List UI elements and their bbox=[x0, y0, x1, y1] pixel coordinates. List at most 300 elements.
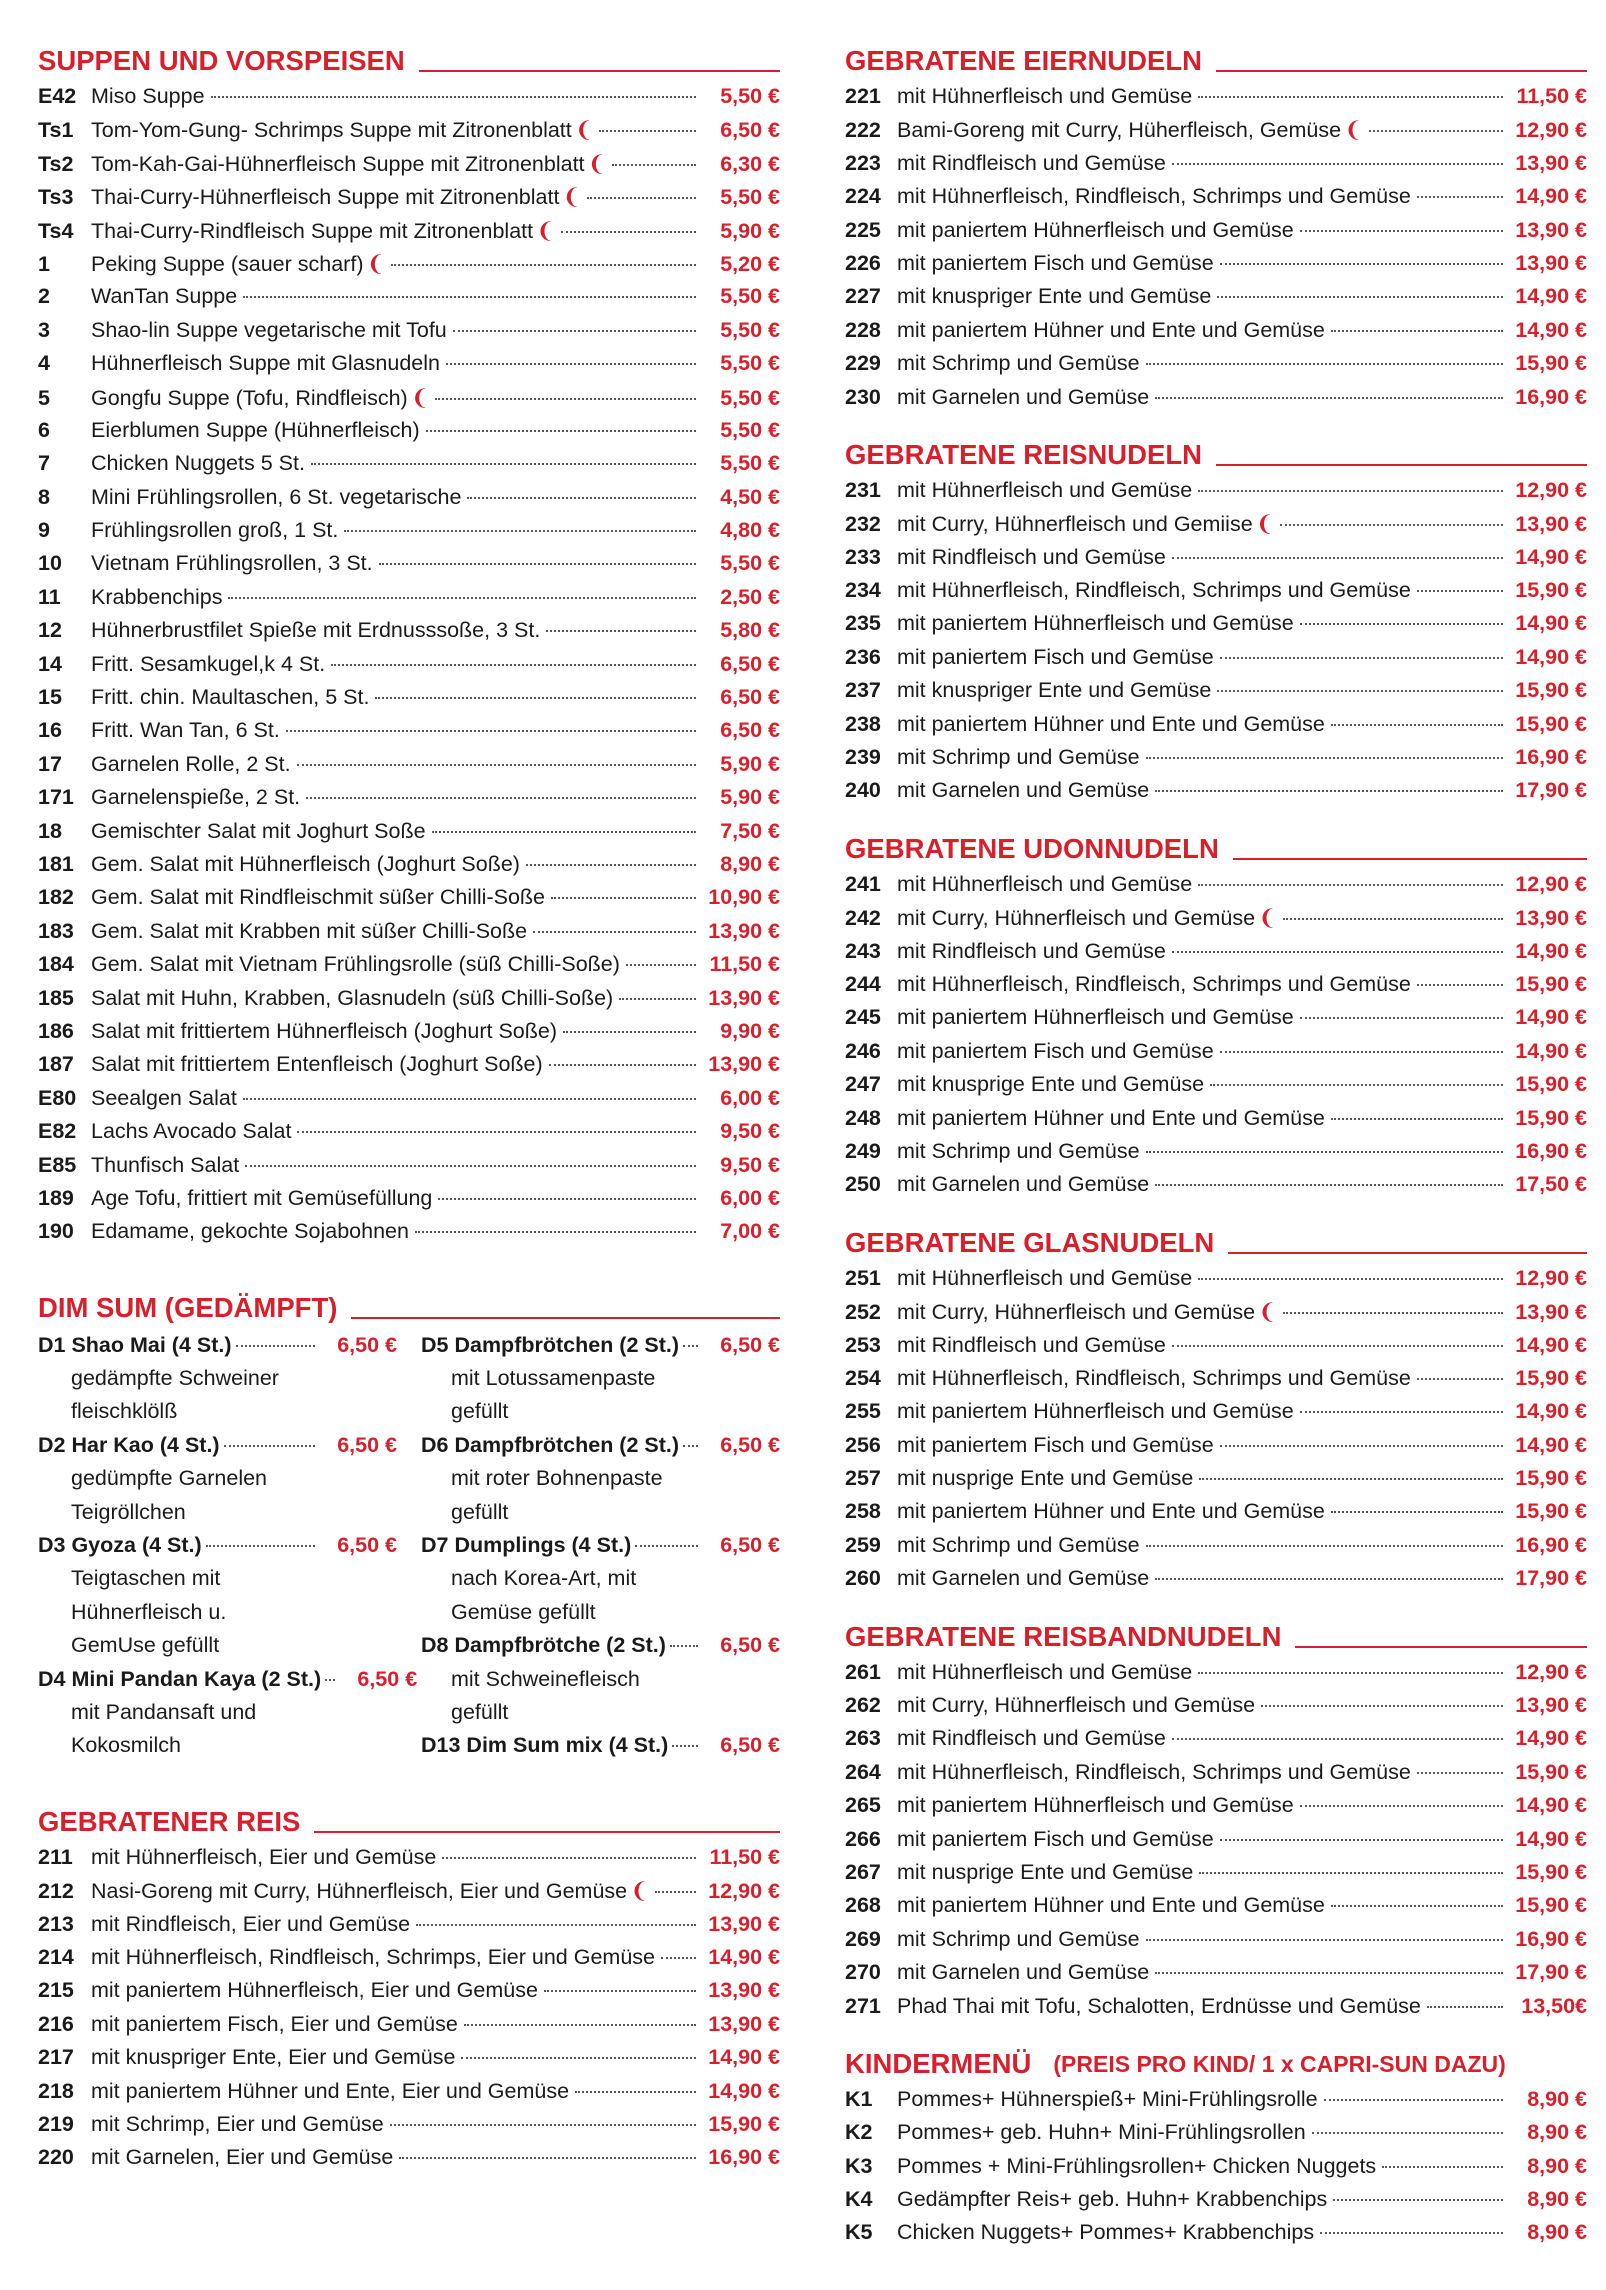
item-code: 184 bbox=[38, 952, 74, 977]
item-name bbox=[91, 547, 373, 580]
item-name-text: mit Hühnerfleisch, Rindfleisch, Schrimps und Gemüse bbox=[897, 1365, 1411, 1390]
item-name-text: mit Hühnerfleisch, Rindfleisch, Schrimps und Gemüse bbox=[897, 184, 1411, 209]
item-name bbox=[91, 714, 280, 747]
item-name bbox=[91, 180, 581, 214]
leader-dots bbox=[1320, 2232, 1503, 2234]
item-price: 13,90 € bbox=[1515, 250, 1587, 275]
leader-dots bbox=[1172, 163, 1503, 165]
section-title-text: KINDERMENÜ bbox=[845, 2047, 1032, 2079]
item-code: 171 bbox=[38, 785, 74, 810]
leader-dots bbox=[1155, 790, 1503, 792]
item-code: 266 bbox=[845, 1826, 881, 1851]
leader-dots bbox=[453, 330, 696, 332]
menu-item bbox=[845, 1889, 1587, 1922]
menu-item bbox=[845, 1135, 1587, 1168]
item-code: 265 bbox=[845, 1793, 881, 1818]
leader-dots bbox=[1146, 1545, 1503, 1547]
leader-dots bbox=[563, 1031, 696, 1033]
item-code: 229 bbox=[845, 351, 881, 376]
item-code: 222 bbox=[845, 118, 881, 143]
leader-dots bbox=[599, 130, 696, 132]
leader-dots bbox=[1369, 130, 1503, 132]
item-name-text: Gem. Salat mit Krabben mit süßer Chilli-Soße bbox=[91, 918, 528, 943]
item-description: Hühnerfleisch u. bbox=[71, 1599, 227, 1624]
item-code: 242 bbox=[845, 906, 881, 931]
item-code: 227 bbox=[845, 284, 881, 309]
menu-item bbox=[845, 1395, 1587, 1428]
item-price: 13,90 € bbox=[708, 1978, 780, 2003]
section-title-text: GEBRATENER REIS bbox=[38, 1805, 301, 1837]
menu-item bbox=[845, 1429, 1587, 1462]
item-price: 6,50 € bbox=[720, 718, 780, 743]
item-price: 5,20 € bbox=[720, 251, 780, 276]
item-name-text: mit Schrimp und Gemüse bbox=[897, 745, 1140, 770]
item-name-text: mit paniertem Fisch und Gemüse bbox=[897, 1432, 1214, 1457]
item-code: 218 bbox=[38, 2078, 74, 2103]
leader-dots bbox=[612, 164, 696, 166]
menu-item bbox=[845, 1495, 1587, 1528]
menu-item bbox=[38, 2075, 780, 2108]
dimsum-column-left bbox=[38, 1329, 418, 1763]
item-price: 14,90 € bbox=[1515, 284, 1587, 309]
item-code: 259 bbox=[845, 1532, 881, 1557]
dimsum-item-header bbox=[421, 1329, 780, 1362]
item-price: 15,90 € bbox=[1515, 1759, 1587, 1784]
item-name bbox=[91, 2108, 384, 2141]
item-price: 13,90 € bbox=[1515, 512, 1587, 537]
leader-dots bbox=[379, 563, 696, 565]
item-code: 182 bbox=[38, 885, 74, 910]
chili-icon: ❨ bbox=[574, 117, 594, 143]
item-code: 233 bbox=[845, 544, 881, 569]
item-name bbox=[897, 247, 1214, 280]
item-name-text: mit Garnelen und Gemüse bbox=[897, 778, 1150, 803]
section-title bbox=[845, 2043, 1587, 2081]
leader-dots bbox=[1210, 1084, 1503, 1086]
item-name-text: mit Hühnerfleisch, Eier und Gemüse bbox=[91, 1844, 437, 1869]
menu-item bbox=[845, 1756, 1587, 1789]
leader-dots bbox=[286, 730, 696, 732]
item-name bbox=[897, 1362, 1411, 1395]
item-name-text: mit paniertem Hühner und Ente, Eier und Gemüse bbox=[91, 2078, 570, 2103]
menu-item bbox=[845, 641, 1587, 674]
leader-dots bbox=[1300, 230, 1503, 232]
item-name bbox=[897, 214, 1294, 247]
item-code: 190 bbox=[38, 1219, 74, 1244]
menu-item bbox=[845, 935, 1587, 968]
item-name-text: mit knuspriger Ente, Eier und Gemüse bbox=[91, 2045, 456, 2070]
item-code: 234 bbox=[845, 578, 881, 603]
item-name-text: mit Curry, Hühnerfleisch und Gemüse bbox=[897, 906, 1256, 931]
item-price: 14,90 € bbox=[1515, 317, 1587, 342]
leader-dots bbox=[1382, 2166, 1503, 2168]
item-name-text: mit paniertem Fisch und Gemüse bbox=[897, 644, 1214, 669]
leader-dots bbox=[635, 1545, 698, 1547]
item-code: 216 bbox=[38, 2011, 74, 2036]
leader-dots bbox=[399, 2157, 696, 2159]
item-name-text: mit paniertem Hühner und Ente und Gemüse bbox=[897, 1105, 1325, 1130]
menu-item bbox=[845, 1956, 1587, 1989]
item-price: 5,50 € bbox=[720, 84, 780, 108]
menu-item bbox=[38, 614, 780, 647]
item-name bbox=[91, 481, 461, 514]
item-name-text: Garnelen Rolle, 2 St. bbox=[91, 751, 291, 776]
item-name bbox=[897, 1689, 1255, 1722]
menu-item bbox=[845, 541, 1587, 574]
item-price: 15,90 € bbox=[1515, 678, 1587, 703]
item-name-text: mit Hühnerfleisch und Gemüse bbox=[897, 1265, 1193, 1290]
item-price: 15,90 € bbox=[1515, 1893, 1587, 1918]
leader-dots bbox=[1300, 1805, 1503, 1807]
item-name bbox=[897, 1462, 1193, 1495]
item-code: 5 bbox=[38, 385, 50, 410]
item-price: 6,50 € bbox=[720, 1332, 780, 1357]
item-name-text: Salat mit frittiertem Hühnerfleisch (Joghurt Soße) bbox=[91, 1018, 557, 1043]
item-price: 14,90 € bbox=[1515, 1432, 1587, 1457]
menu-item bbox=[38, 2141, 780, 2174]
menu-item bbox=[38, 1974, 780, 2007]
leader-dots bbox=[297, 764, 696, 766]
item-price: 6,30 € bbox=[720, 151, 780, 176]
leader-dots bbox=[236, 1345, 315, 1347]
item-name bbox=[897, 574, 1411, 607]
menu-item bbox=[38, 881, 780, 914]
menu-item bbox=[845, 474, 1587, 507]
leader-dots bbox=[1220, 263, 1503, 265]
item-name-text: Chicken Nuggets+ Pommes+ Krabbenchips bbox=[897, 2220, 1315, 2245]
item-code: 263 bbox=[845, 1726, 881, 1751]
item-name bbox=[897, 868, 1192, 901]
menu-item bbox=[38, 447, 780, 480]
menu-item bbox=[845, 2083, 1587, 2116]
item-price: 13,90 € bbox=[708, 918, 780, 943]
menu-item bbox=[38, 1115, 780, 1148]
menu-item bbox=[38, 2041, 780, 2074]
menu-item bbox=[845, 1168, 1587, 1201]
item-code: 241 bbox=[845, 871, 881, 896]
item-price: 6,50 € bbox=[720, 1633, 780, 1658]
item-code: 181 bbox=[38, 851, 74, 876]
item-name bbox=[91, 982, 613, 1015]
leader-dots bbox=[1146, 1939, 1503, 1941]
menu-item bbox=[845, 314, 1587, 347]
leader-dots bbox=[426, 430, 696, 432]
leader-dots bbox=[1172, 557, 1503, 559]
leader-dots bbox=[1331, 724, 1503, 726]
item-name bbox=[897, 381, 1149, 414]
item-price: 12,90 € bbox=[1515, 477, 1587, 502]
chili-icon: ❨ bbox=[1255, 511, 1275, 537]
menu-item bbox=[845, 1102, 1587, 1135]
item-price: 11,50 € bbox=[709, 952, 780, 977]
item-name bbox=[897, 674, 1211, 707]
item-code: K5 bbox=[845, 2220, 873, 2245]
item-name bbox=[91, 1908, 410, 1941]
item-name bbox=[897, 1395, 1294, 1428]
item-name-text: mit Rindfleisch und Gemüse bbox=[897, 938, 1166, 963]
item-description: mit roter Bohnenpaste bbox=[451, 1466, 663, 1491]
dimsum-item-header bbox=[38, 1329, 397, 1362]
item-price: 13,90 € bbox=[1515, 150, 1587, 175]
menu-item bbox=[845, 2150, 1587, 2183]
item-price: 9,50 € bbox=[720, 1152, 780, 1177]
item-name bbox=[91, 948, 620, 981]
item-name-text: mit Curry, Hühnerfleisch und Gemiise bbox=[897, 512, 1253, 537]
item-name bbox=[897, 1789, 1294, 1822]
item-price: 17,90 € bbox=[1515, 778, 1587, 803]
item-name-text: mit Schrimp und Gemüse bbox=[897, 1138, 1140, 1163]
item-name bbox=[897, 641, 1214, 674]
menu-item bbox=[845, 708, 1587, 741]
item-price: 15,90 € bbox=[1515, 1365, 1587, 1390]
item-name bbox=[897, 1001, 1294, 1034]
menu-item bbox=[38, 180, 780, 213]
item-price: 5,50 € bbox=[720, 284, 780, 309]
item-name bbox=[897, 1329, 1166, 1362]
leader-dots bbox=[415, 1231, 696, 1233]
item-name bbox=[897, 708, 1325, 741]
item-code: 238 bbox=[845, 711, 881, 736]
menu-item bbox=[845, 1001, 1587, 1034]
item-name bbox=[897, 1135, 1140, 1168]
leader-dots bbox=[243, 1098, 696, 1100]
leader-dots bbox=[1427, 2006, 1503, 2008]
item-price: 7,50 € bbox=[720, 818, 780, 843]
section-reisnudeln bbox=[845, 434, 1587, 808]
item-name-text: mit Rindfleisch und Gemüse bbox=[897, 1332, 1166, 1357]
chili-icon: ❨ bbox=[536, 217, 555, 243]
item-name bbox=[91, 1182, 432, 1215]
leader-dots bbox=[683, 1445, 698, 1447]
item-price: 14,90 € bbox=[1515, 1038, 1587, 1063]
menu-item bbox=[38, 848, 780, 881]
item-name-text: mit Rindfleisch und Gemüse bbox=[897, 544, 1166, 569]
menu-item bbox=[845, 674, 1587, 707]
item-price: 4,80 € bbox=[720, 518, 780, 543]
item-price: 11,50 € bbox=[1516, 84, 1587, 108]
leader-dots bbox=[1198, 1672, 1503, 1674]
item-description: gedämpfte Schweiner bbox=[71, 1366, 279, 1391]
item-code: 4 bbox=[38, 351, 50, 376]
chili-icon: ❨ bbox=[1258, 1299, 1277, 1325]
item-price: 6,00 € bbox=[720, 1185, 780, 1210]
right-column bbox=[845, 40, 1587, 2250]
item-name-text: Lachs Avocado Salat bbox=[91, 1119, 292, 1144]
item-name bbox=[91, 2141, 393, 2174]
section-title-text: GEBRATENE UDONNUDELN bbox=[845, 832, 1219, 864]
item-price: 14,90 € bbox=[1515, 1726, 1587, 1751]
item-name-text: mit paniertem Fisch und Gemüse bbox=[897, 250, 1214, 275]
menu-item bbox=[38, 481, 780, 514]
item-price: 16,90 € bbox=[1515, 745, 1587, 770]
item-code: 16 bbox=[38, 718, 62, 743]
item-name-text: mit Garnelen und Gemüse bbox=[897, 384, 1150, 409]
item-name-text: mit paniertem Fisch, Eier und Gemüse bbox=[91, 2011, 458, 2036]
section-rule bbox=[1295, 1646, 1587, 1648]
item-price: 5,50 € bbox=[720, 551, 780, 576]
item-code: 1 bbox=[38, 251, 50, 276]
menu-item bbox=[845, 1656, 1587, 1689]
item-name-text: mit knusprige Ente und Gemüse bbox=[897, 1072, 1205, 1097]
item-name bbox=[91, 1115, 291, 1148]
section-title bbox=[38, 1287, 780, 1325]
item-name-text: mit Hühnerfleisch, Rindfleisch, Schrimps und Gemüse bbox=[897, 1759, 1411, 1784]
menu-item bbox=[845, 80, 1587, 113]
item-description: Teigtaschen mit bbox=[71, 1566, 221, 1591]
menu-item bbox=[845, 1262, 1587, 1295]
section-rule bbox=[1233, 858, 1587, 860]
item-name bbox=[91, 1015, 557, 1048]
leader-dots bbox=[1331, 1511, 1503, 1513]
item-price: 2,50 € bbox=[720, 584, 780, 609]
leader-dots bbox=[375, 697, 696, 699]
item-code: 212 bbox=[38, 1879, 74, 1904]
item-name-text: mit Garnelen und Gemüse bbox=[897, 1172, 1150, 1197]
leader-dots bbox=[1280, 524, 1503, 526]
leader-dots bbox=[243, 296, 696, 298]
menu-item bbox=[38, 514, 780, 547]
menu-item bbox=[845, 1329, 1587, 1362]
leader-dots bbox=[551, 897, 696, 899]
item-code: 244 bbox=[845, 971, 881, 996]
item-code: 215 bbox=[38, 1978, 74, 2003]
leader-dots bbox=[546, 630, 696, 632]
item-code: 232 bbox=[845, 512, 881, 537]
menu-item bbox=[845, 1823, 1587, 1856]
item-description: mit Schweinefleisch bbox=[451, 1666, 640, 1691]
item-name bbox=[897, 2183, 1327, 2216]
item-code: 245 bbox=[845, 1005, 881, 1030]
section-rule bbox=[1216, 70, 1587, 72]
item-name bbox=[91, 214, 555, 248]
item-name bbox=[897, 80, 1192, 113]
item-name bbox=[91, 80, 205, 113]
leader-dots bbox=[1417, 984, 1503, 986]
item-name bbox=[897, 1956, 1149, 1989]
item-code: 268 bbox=[845, 1893, 881, 1918]
item-name bbox=[897, 1656, 1192, 1689]
item-name-text: mit paniertem Fisch und Gemüse bbox=[897, 1826, 1214, 1851]
item-code: 271 bbox=[845, 1993, 881, 2018]
item-code: 237 bbox=[845, 678, 881, 703]
item-name bbox=[897, 147, 1166, 180]
item-name-text: mit nusprige Ente und Gemüse bbox=[897, 1466, 1194, 1491]
item-name-text: Chicken Nuggets 5 St. bbox=[91, 451, 305, 476]
leader-dots bbox=[526, 864, 696, 866]
menu-item bbox=[38, 347, 780, 380]
item-name-text: mit Hühnerfleisch, Rindfleisch, Schrimps, Eier und Gemüse bbox=[91, 1945, 655, 1970]
item-name-text: Salat mit frittiertem Entenfleisch (Joghurt Soße) bbox=[91, 1052, 543, 1077]
item-code: 187 bbox=[38, 1052, 74, 1077]
leader-dots bbox=[661, 1957, 696, 1959]
item-name: D1 Shao Mai (4 St.) bbox=[38, 1332, 232, 1357]
item-name bbox=[91, 881, 545, 914]
leader-dots bbox=[1198, 490, 1503, 492]
leader-dots bbox=[1155, 1578, 1503, 1580]
menu-item bbox=[845, 113, 1587, 146]
item-price: 13,90 € bbox=[1515, 1693, 1587, 1718]
item-name bbox=[91, 748, 291, 781]
item-price: 17,50 € bbox=[1515, 1172, 1587, 1197]
item-name-text: mit Garnelen und Gemüse bbox=[897, 1566, 1150, 1591]
item-name-text: Age Tofu, frittiert mit Gemüsefüllung bbox=[91, 1185, 433, 1210]
item-name bbox=[91, 1048, 543, 1081]
item-name bbox=[91, 1874, 649, 1908]
leader-dots bbox=[1172, 1345, 1503, 1347]
item-price: 15,90 € bbox=[1515, 578, 1587, 603]
item-price: 5,90 € bbox=[720, 218, 780, 243]
item-price: 14,90 € bbox=[1515, 184, 1587, 209]
leader-dots bbox=[1283, 1312, 1503, 1314]
item-name bbox=[897, 741, 1140, 774]
item-name-text: Garnelenspieße, 2 St. bbox=[91, 785, 301, 810]
item-price: 12,90 € bbox=[1515, 1265, 1587, 1290]
menu-item bbox=[38, 1941, 780, 1974]
leader-dots bbox=[461, 2057, 696, 2059]
leader-dots bbox=[416, 1924, 696, 1926]
leader-dots bbox=[1300, 623, 1503, 625]
item-code: 186 bbox=[38, 1018, 74, 1043]
leader-dots bbox=[1199, 1478, 1503, 1480]
item-price: 13,90 € bbox=[1515, 217, 1587, 242]
item-name-text: mit Hühnerfleisch und Gemüse bbox=[897, 477, 1193, 502]
item-price: 15,90 € bbox=[708, 2112, 780, 2137]
item-price: 6,50 € bbox=[720, 1432, 780, 1457]
item-name bbox=[897, 2083, 1318, 2116]
menu-item bbox=[845, 214, 1587, 247]
item-name-text: Gemischter Salat mit Joghurt Soße bbox=[91, 818, 426, 843]
item-description: Gemüse gefüllt bbox=[451, 1599, 596, 1624]
item-name-text: mit Curry, Hühnerfleisch und Gemüse bbox=[897, 1300, 1256, 1325]
item-description: gedümpfte Garnelen bbox=[71, 1466, 268, 1491]
item-name bbox=[91, 1082, 237, 1115]
item-name-text: mit paniertem Hühner und Ente und Gemüse bbox=[897, 1499, 1325, 1524]
menu-item bbox=[38, 247, 780, 280]
menu-item bbox=[38, 1908, 780, 1941]
section-title-text: SUPPEN UND VORSPEISEN bbox=[38, 45, 405, 76]
item-name bbox=[897, 901, 1277, 935]
menu-item bbox=[845, 574, 1587, 607]
leader-dots bbox=[1283, 918, 1503, 920]
section-title bbox=[845, 1616, 1587, 1654]
item-code: 258 bbox=[845, 1499, 881, 1524]
item-code: E42 bbox=[38, 84, 77, 108]
leader-dots bbox=[228, 597, 696, 599]
menu-item bbox=[38, 915, 780, 948]
leader-dots bbox=[1300, 1017, 1503, 1019]
chili-icon: ❨ bbox=[630, 1878, 649, 1904]
item-name-text: mit Schrimp und Gemüse bbox=[897, 1532, 1140, 1557]
item-name bbox=[897, 774, 1149, 807]
leader-dots bbox=[1333, 2199, 1503, 2201]
item-name bbox=[91, 1215, 409, 1248]
item-price: 16,90 € bbox=[1515, 384, 1587, 409]
item-name bbox=[897, 1923, 1140, 1956]
item-name-text: Hühnerbrustfilet Spieße mit Erdnusssoße, 3 St. bbox=[91, 618, 541, 643]
item-name-text: Fritt. chin. Maultaschen, 5 St. bbox=[91, 685, 370, 710]
item-name bbox=[897, 1722, 1166, 1755]
item-name-text: Thunfisch Salat bbox=[91, 1152, 240, 1177]
menu-item bbox=[38, 214, 780, 247]
menu-item bbox=[845, 1789, 1587, 1822]
item-name bbox=[91, 347, 440, 380]
item-code: 255 bbox=[845, 1399, 881, 1424]
leader-dots bbox=[306, 797, 696, 799]
item-price: 6,50 € bbox=[337, 1332, 397, 1357]
item-name bbox=[91, 915, 527, 948]
leader-dots bbox=[1220, 1839, 1503, 1841]
item-name-text: mit Schrimp, Eier und Gemüse bbox=[91, 2112, 384, 2137]
